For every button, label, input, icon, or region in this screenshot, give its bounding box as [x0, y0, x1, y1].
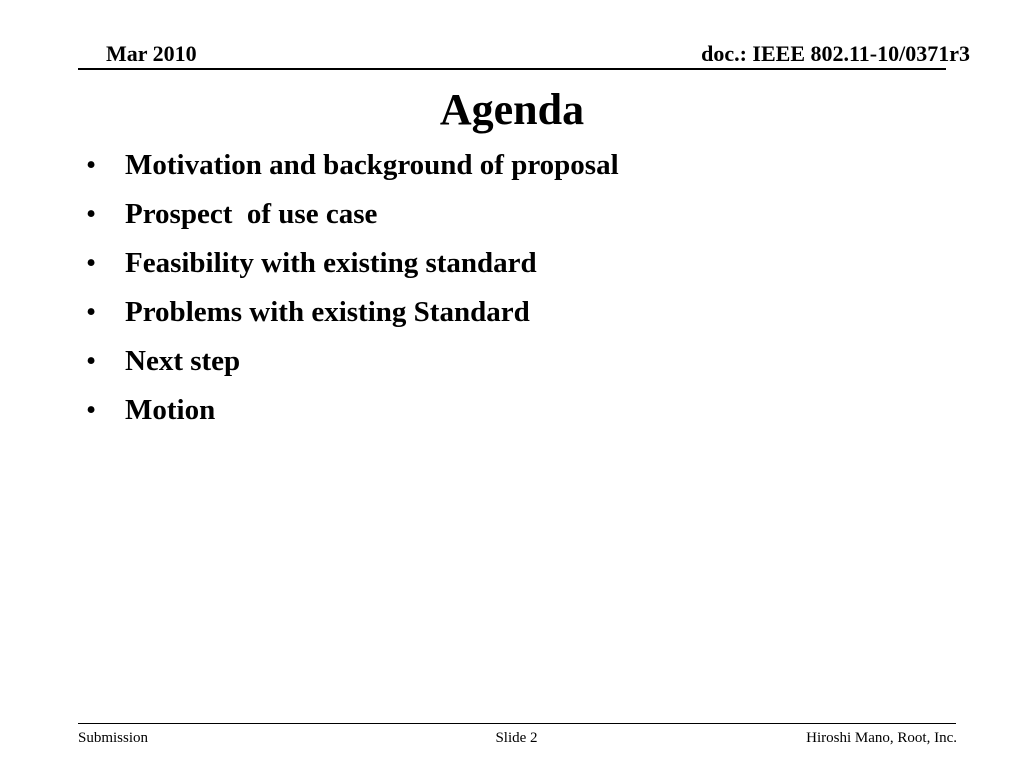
bullet-icon: • [86, 394, 97, 426]
agenda-item [86, 288, 619, 337]
slide-title: Agenda [439, 85, 585, 134]
header-date: Mar 2010 [106, 41, 197, 66]
footer-divider [78, 723, 956, 724]
agenda-item-text: Problems with existing Standard [125, 296, 530, 328]
bullet-icon: • [86, 198, 97, 230]
bullet-icon: • [86, 247, 97, 279]
agenda-item [86, 190, 619, 239]
agenda-item [86, 239, 619, 288]
bullet-icon: • [86, 149, 97, 181]
agenda-item [86, 141, 619, 190]
header-doc-id: doc.: IEEE 802.11-10/0371r3 [701, 41, 970, 66]
bullet-icon: • [86, 296, 97, 328]
agenda-list [86, 141, 619, 435]
bullet-icon: • [86, 345, 97, 377]
footer-submission: Submission [78, 730, 149, 746]
footer-slide-number: Slide 2 [495, 730, 538, 746]
header-divider [78, 68, 946, 70]
agenda-item-text: Next step [125, 345, 241, 377]
agenda-item [86, 337, 619, 386]
agenda-item [86, 386, 619, 435]
agenda-item-text: Motion [125, 394, 216, 426]
agenda-item-text: Feasibility with existing standard [125, 247, 537, 279]
agenda-item-text: Motivation and background of proposal [125, 149, 619, 181]
agenda-item-text: Prospect of use case [125, 198, 378, 230]
footer-author: Hiroshi Mano, Root, Inc. [806, 730, 957, 746]
